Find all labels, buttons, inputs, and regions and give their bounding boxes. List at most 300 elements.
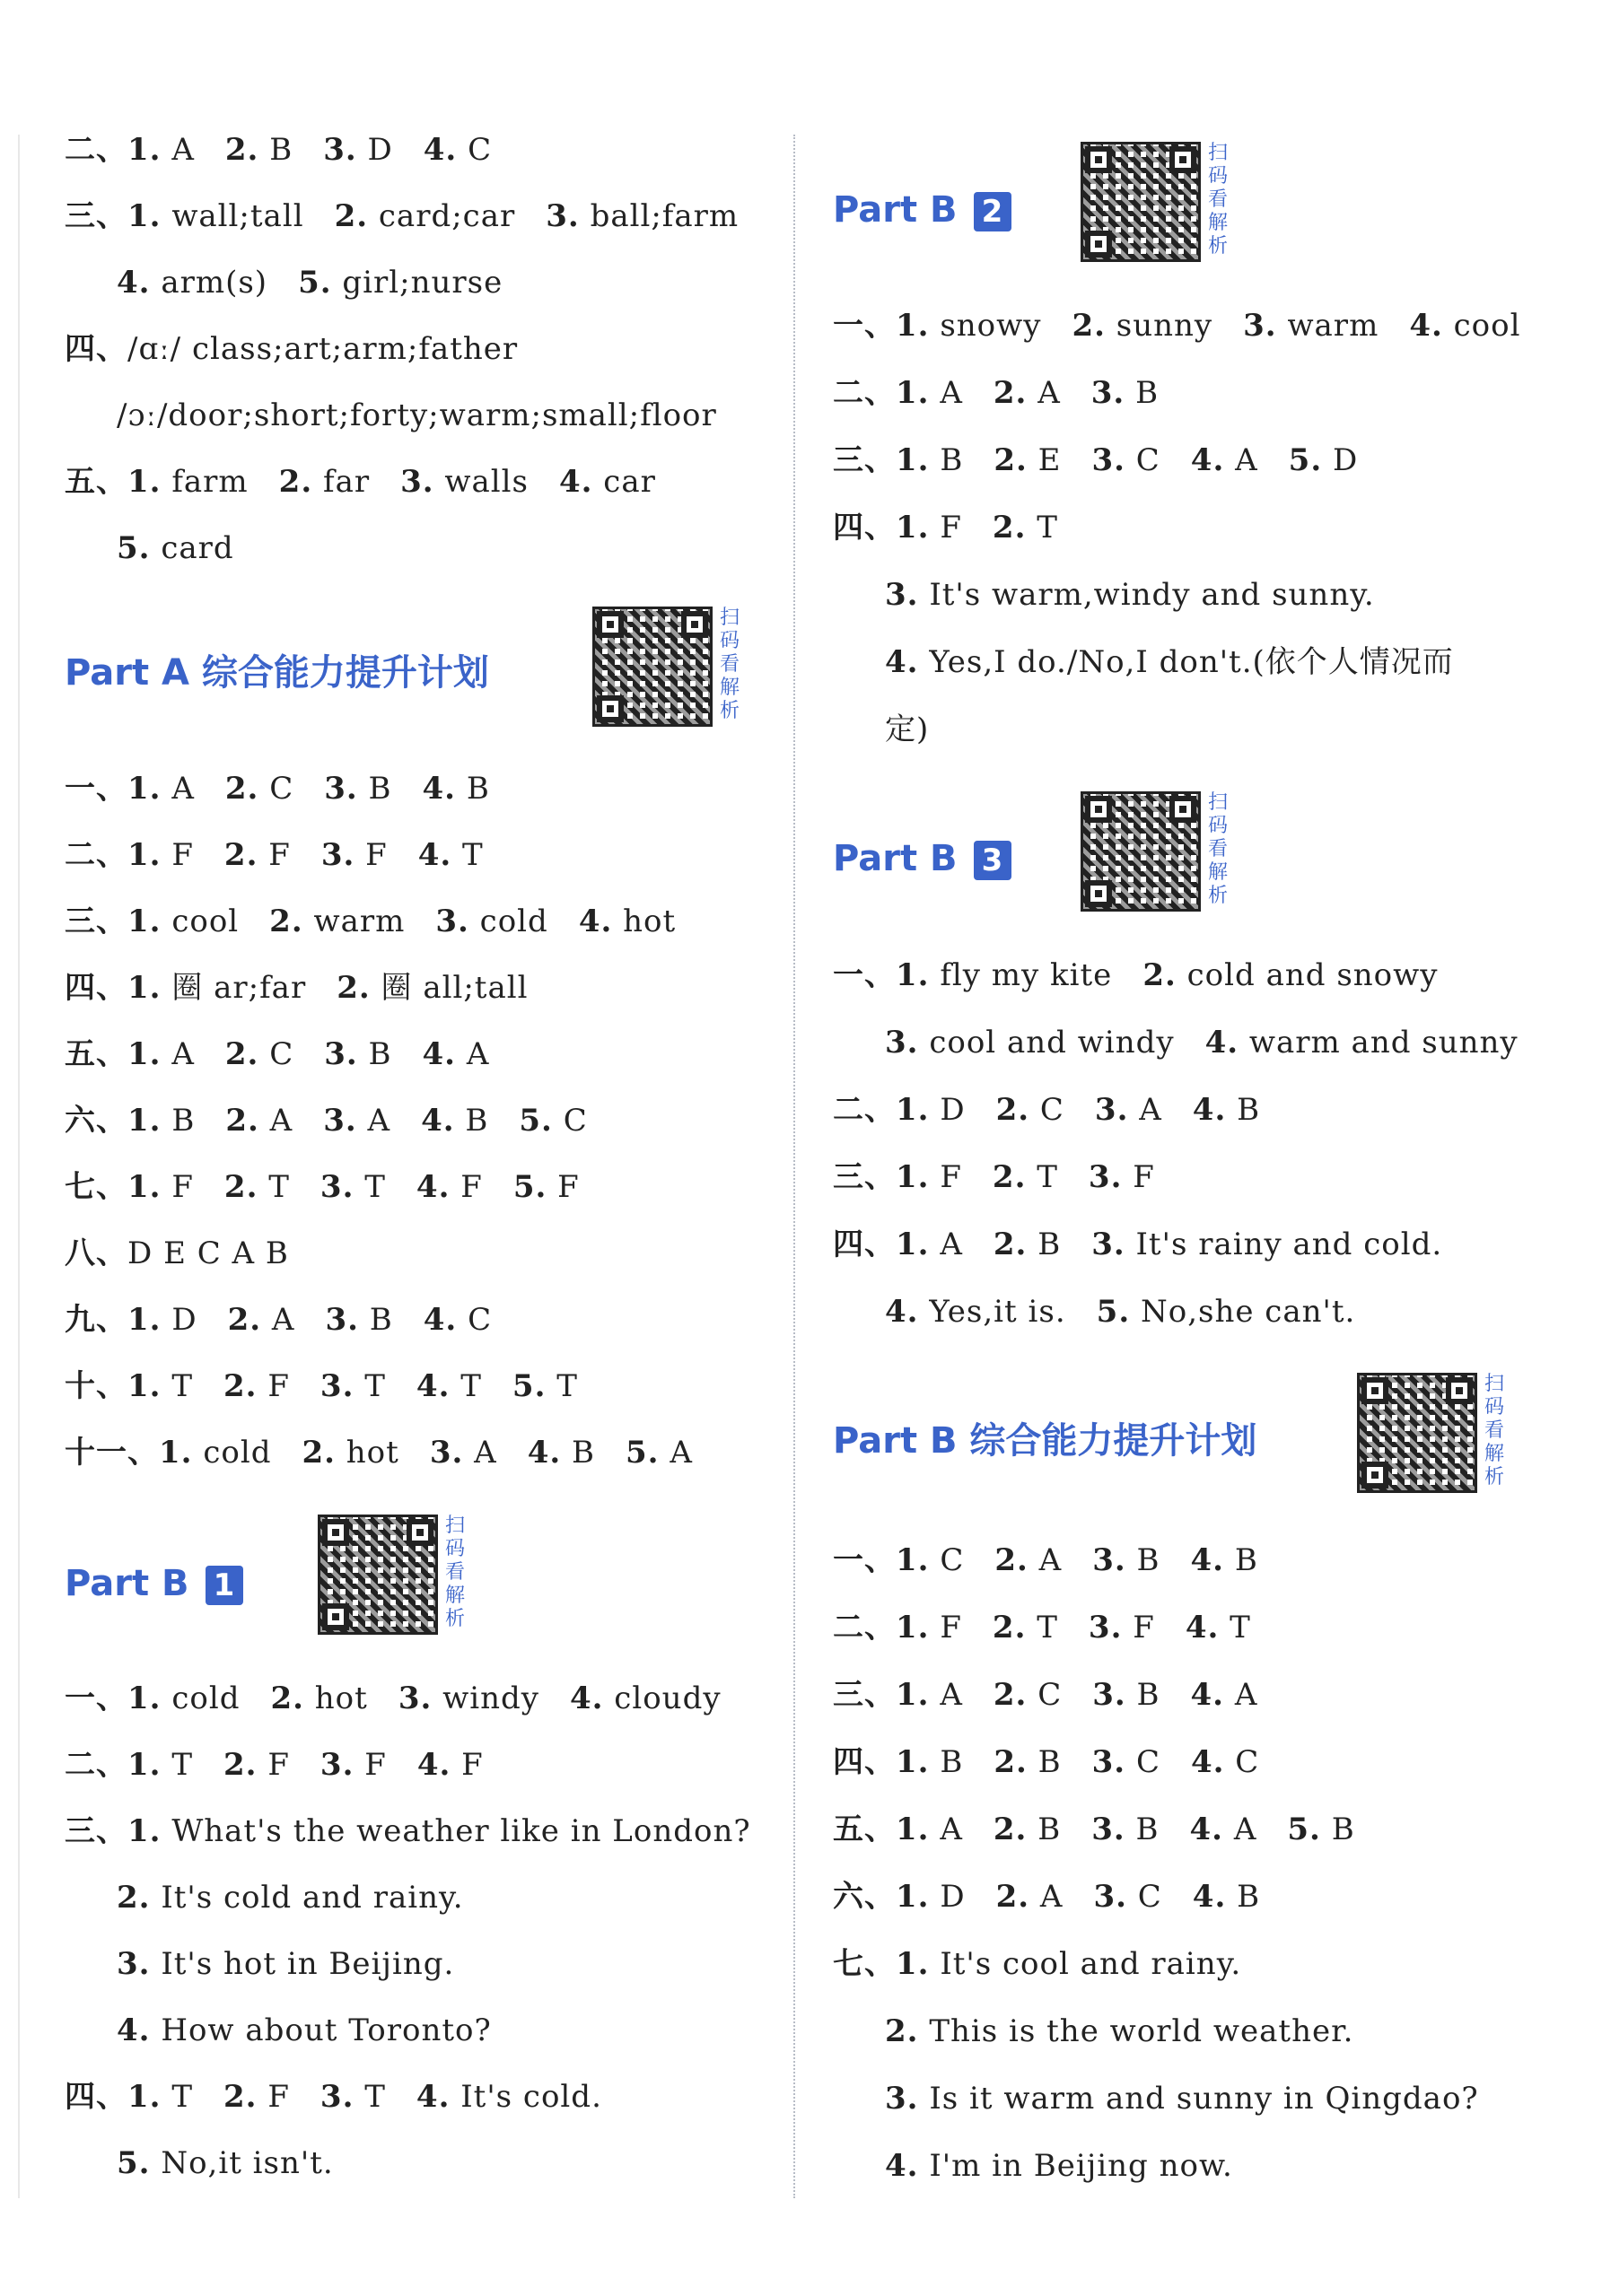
item-number: 4.	[1190, 1744, 1225, 1780]
item-answer: hot	[623, 904, 677, 939]
item-answer: A	[940, 1677, 963, 1713]
item-number: 3.	[1091, 442, 1125, 478]
item-answer: windy	[442, 1681, 539, 1716]
item-number: 3.	[546, 198, 580, 234]
item-number: 4.	[117, 2012, 151, 2048]
item-answer: B	[1331, 1811, 1355, 1847]
answer-line	[885, 710, 929, 749]
answer-line	[885, 2079, 1479, 2118]
question-group-label: 七、	[833, 1946, 896, 1982]
item-answer: It's hot in Beijing.	[161, 1946, 455, 1982]
item-answer: F	[365, 837, 388, 873]
item-number: 3.	[885, 2081, 919, 2117]
answer-line	[65, 130, 492, 170]
answer-line	[65, 1300, 492, 1340]
item-answer: C	[563, 1103, 588, 1139]
item-answer: F	[460, 1169, 483, 1205]
qr-code-part-bc[interactable]	[1357, 1373, 1477, 1493]
item-number: 1.	[127, 837, 162, 873]
item-number: 1.	[896, 1542, 930, 1578]
qr-code-part-a[interactable]	[592, 607, 713, 727]
item-answer: B	[1237, 1092, 1261, 1128]
question-group-label: 三、	[833, 1159, 896, 1195]
item-number: 3.	[117, 1946, 151, 1982]
answer-line	[833, 1225, 1442, 1264]
item-answer: F	[1133, 1610, 1155, 1646]
item-answer: cold	[171, 1681, 241, 1716]
item-answer: E	[1037, 442, 1062, 478]
item-number: 3.	[1091, 1811, 1125, 1847]
item-answer: C	[1037, 1677, 1063, 1713]
part-a-title: Part A 综合能力提升计划	[65, 652, 489, 694]
item-number: 4.	[421, 1103, 455, 1139]
item-answer: B	[1237, 1879, 1261, 1915]
item-answer: It's cold and rainy.	[161, 1880, 464, 1916]
answer-line	[117, 396, 717, 435]
answer-line	[117, 1944, 454, 1984]
item-number: 2.	[1072, 308, 1106, 344]
item-number: 2.	[994, 1744, 1028, 1780]
question-group-label: 四、	[65, 331, 127, 367]
item-number: 2.	[117, 1880, 151, 1916]
question-group-label: 四、	[833, 1744, 896, 1780]
question-group-label: 五、	[833, 1811, 896, 1847]
item-answer: B	[465, 1103, 489, 1139]
item-answer: D	[367, 132, 393, 168]
part-b3-header	[833, 834, 1011, 884]
question-group-label: 八、	[65, 1235, 127, 1271]
item-number: 2.	[995, 1092, 1030, 1128]
item-number: 3.	[320, 1368, 355, 1404]
item-answer: B	[1135, 1811, 1160, 1847]
item-number: 5.	[117, 530, 151, 566]
item-number: 3.	[885, 577, 919, 613]
item-answer: F	[171, 837, 194, 873]
answer-text: D E C A B	[127, 1235, 289, 1271]
item-answer: T	[1037, 1610, 1058, 1646]
question-group-label: 二、	[65, 1747, 127, 1783]
item-number: 2.	[994, 1542, 1029, 1578]
item-answer: walls	[444, 464, 529, 500]
item-number: 1.	[127, 1813, 162, 1849]
item-number: 3.	[320, 1169, 355, 1205]
item-number: 2.	[885, 2013, 919, 2049]
item-number: 4.	[885, 644, 919, 680]
item-number: 1.	[896, 510, 930, 546]
item-number: 2.	[992, 1610, 1027, 1646]
item-number: 1.	[127, 464, 162, 500]
item-answer: B	[269, 132, 293, 168]
item-number: 3.	[435, 904, 469, 939]
question-group-label: 二、	[833, 375, 896, 411]
answer-line	[833, 1157, 1155, 1197]
answer-line	[117, 263, 503, 302]
qr-code-part-b1[interactable]	[318, 1515, 438, 1635]
item-number: 5.	[512, 1169, 547, 1205]
item-answer: F	[364, 1747, 387, 1783]
item-answer: T	[1037, 1159, 1058, 1195]
item-answer: It's cool and rainy.	[940, 1946, 1242, 1982]
part-a-header	[65, 648, 489, 698]
item-answer: warm	[313, 904, 406, 939]
part-bc-title: Part B 综合能力提升计划	[833, 1420, 1257, 1462]
item-answer: Yes,it is.	[929, 1294, 1066, 1330]
question-group-label: 一、	[833, 957, 896, 993]
item-number: 2.	[227, 1302, 262, 1338]
item-number: 5.	[1096, 1294, 1131, 1330]
item-number: 1.	[896, 1159, 930, 1195]
question-group-label: 一、	[65, 771, 127, 807]
item-answer: B	[1037, 1744, 1062, 1780]
answer-line	[117, 2143, 334, 2183]
item-answer: T	[556, 1368, 578, 1404]
answer-line	[117, 1878, 464, 1917]
item-answer: It's warm,windy and sunny.	[929, 577, 1375, 613]
item-answer: card;car	[378, 198, 516, 234]
item-answer: F	[171, 1169, 194, 1205]
item-answer: A	[367, 1103, 391, 1139]
answer-line	[65, 1433, 693, 1472]
item-answer: A	[1038, 1542, 1063, 1578]
item-answer: F	[267, 1368, 290, 1404]
item-number: 4.	[1190, 1542, 1225, 1578]
item-number: 2.	[223, 1747, 258, 1783]
item-answer: A	[1139, 1092, 1162, 1128]
answer-line	[65, 1679, 722, 1718]
item-number: 5.	[1287, 1811, 1321, 1847]
question-group-label: 一、	[833, 308, 896, 344]
item-answer: T	[171, 1368, 193, 1404]
answer-line	[65, 2077, 602, 2117]
item-number: 3.	[1091, 1744, 1126, 1780]
part-b1-badge: 1	[206, 1566, 243, 1605]
item-number: 3.	[429, 1435, 464, 1471]
answer-line	[885, 642, 1454, 682]
item-answer: B	[1136, 1677, 1160, 1713]
answer-line	[885, 2146, 1233, 2186]
item-number: 4.	[885, 2148, 919, 2184]
item-answer: C	[1039, 1092, 1064, 1128]
item-number: 4.	[416, 2079, 451, 2115]
part-b3-title: Part B	[833, 838, 958, 879]
answer-line	[65, 968, 529, 1008]
answer-line	[833, 1541, 1258, 1580]
qr-label-part-bc: 扫码看解析	[1484, 1373, 1504, 1488]
item-number: 4.	[423, 132, 458, 168]
item-answer: It's rainy and cold.	[1135, 1227, 1443, 1262]
answer-line	[65, 329, 518, 369]
item-number: 2.	[224, 132, 259, 168]
item-answer: A	[474, 1435, 497, 1471]
answer-line	[833, 441, 1358, 480]
item-number: 1.	[159, 1435, 193, 1471]
question-group-label: 五、	[65, 1036, 127, 1072]
item-answer: girl;nurse	[342, 265, 503, 301]
item-answer: C	[1135, 1744, 1160, 1780]
answer-line	[65, 1035, 489, 1074]
item-answer: T	[364, 1368, 386, 1404]
item-answer: B	[1037, 1811, 1062, 1847]
item-answer: I'm in Beijing now.	[929, 2148, 1233, 2184]
item-answer: B	[368, 1036, 392, 1072]
answer-line	[885, 1292, 1355, 1331]
item-number: 3.	[1092, 1677, 1126, 1713]
part-b3-badge: 3	[974, 841, 1011, 880]
answer-line	[885, 575, 1375, 615]
item-answer: farm	[171, 464, 249, 500]
item-number: 2.	[337, 970, 371, 1006]
item-answer: A	[171, 1036, 195, 1072]
question-group-label: 四、	[65, 2079, 127, 2115]
answer-text: /ɔː/door;short;forty;warm;small;floor	[117, 397, 717, 433]
answer-line	[65, 1101, 588, 1140]
item-answer: A	[271, 1302, 295, 1338]
item-answer: B	[1135, 375, 1160, 411]
item-answer: B	[1136, 1542, 1160, 1578]
item-number: 3.	[320, 2079, 355, 2115]
item-number: 1.	[896, 1946, 930, 1982]
item-number: 3.	[885, 1025, 919, 1061]
item-answer: How about Toronto?	[161, 2012, 492, 2048]
item-number: 4.	[558, 464, 593, 500]
question-group-label: 十一、	[65, 1435, 159, 1471]
item-answer: C	[269, 1036, 294, 1072]
item-answer: T	[460, 1368, 482, 1404]
item-number: 2.	[270, 1681, 304, 1716]
item-answer: card	[161, 530, 234, 566]
item-answer: A	[1039, 1879, 1064, 1915]
part-b2-header	[833, 185, 1011, 235]
item-answer: A	[1235, 442, 1258, 478]
item-number: 2.	[334, 198, 369, 234]
item-number: 1.	[127, 1368, 162, 1404]
item-answer: A	[269, 1103, 293, 1139]
item-number: 2.	[302, 1435, 336, 1471]
item-number: 5.	[512, 1368, 547, 1404]
item-number: 3.	[1092, 1542, 1126, 1578]
item-answer: A	[171, 771, 195, 807]
item-answer: wall;tall	[171, 198, 304, 234]
item-answer: A	[466, 1036, 490, 1072]
item-answer: D	[1332, 442, 1359, 478]
item-number: 1.	[896, 442, 930, 478]
answer-text: /ɑː/ class;art;arm;father	[127, 331, 519, 367]
item-number: 3.	[1091, 1227, 1125, 1262]
item-number: 1.	[127, 1681, 162, 1716]
item-answer: D	[940, 1092, 966, 1128]
item-number: 1.	[896, 1879, 930, 1915]
item-number: 3.	[323, 1103, 357, 1139]
answer-line	[65, 1167, 580, 1207]
item-answer: T	[462, 837, 484, 873]
item-number: 5.	[1288, 442, 1323, 478]
item-answer: B	[1037, 1227, 1062, 1262]
column-divider	[793, 135, 795, 2198]
item-number: 1.	[896, 1677, 930, 1713]
answer-line	[65, 1811, 751, 1851]
item-number: 1.	[127, 198, 162, 234]
question-group-label: 三、	[833, 442, 896, 478]
item-answer: T	[268, 1169, 290, 1205]
item-number: 2.	[278, 464, 313, 500]
item-number: 5.	[519, 1103, 553, 1139]
item-answer: Is it warm and sunny in Qingdao?	[929, 2081, 1479, 2117]
item-answer: F	[267, 1747, 290, 1783]
item-number: 4.	[1192, 1092, 1227, 1128]
item-answer: fly my kite	[940, 957, 1113, 993]
question-group-label: 六、	[833, 1879, 896, 1915]
item-answer: A	[670, 1435, 693, 1471]
question-group-label: 二、	[65, 132, 127, 168]
question-group-label: 二、	[833, 1092, 896, 1128]
answer-line	[833, 373, 1159, 413]
item-answer: snowy	[940, 308, 1042, 344]
item-number: 2.	[995, 1879, 1030, 1915]
item-number: 4.	[423, 1302, 458, 1338]
qr-label-part-b1: 扫码看解析	[444, 1515, 465, 1630]
item-answer: A	[1234, 1677, 1258, 1713]
item-number: 2.	[992, 510, 1027, 546]
item-answer: cold and snowy	[1186, 957, 1439, 993]
item-number: 3.	[398, 1681, 433, 1716]
item-number: 4.	[1190, 442, 1225, 478]
item-answer: B	[1234, 1542, 1258, 1578]
qr-code-part-b2[interactable]	[1081, 142, 1201, 262]
item-number: 2.	[993, 1811, 1028, 1847]
item-answer: cool and windy	[929, 1025, 1175, 1061]
item-answer: T	[364, 2079, 386, 2115]
item-number: 1.	[127, 132, 162, 168]
item-answer: B	[171, 1103, 196, 1139]
question-group-label: 一、	[833, 1542, 896, 1578]
item-number: 4.	[416, 1169, 451, 1205]
qr-code-part-b3[interactable]	[1081, 791, 1201, 912]
question-group-label: 三、	[65, 198, 127, 234]
item-answer: F	[940, 510, 962, 546]
qr-label-part-b2: 扫码看解析	[1207, 142, 1228, 258]
item-number: 3.	[1094, 1092, 1129, 1128]
item-answer: C	[1235, 1744, 1260, 1780]
item-answer: warm	[1287, 308, 1379, 344]
item-answer: A	[940, 1811, 963, 1847]
item-answer: B	[369, 1302, 393, 1338]
question-group-label: 九、	[65, 1302, 127, 1338]
answer-line	[65, 196, 739, 236]
question-group-label: 五、	[65, 464, 127, 500]
item-number: 1.	[896, 375, 930, 411]
answer-line	[833, 1608, 1251, 1647]
item-number: 3.	[320, 1747, 355, 1783]
answer-line	[833, 1877, 1260, 1916]
item-number: 1.	[127, 771, 162, 807]
question-group-label: 三、	[833, 1677, 896, 1713]
item-answer: A	[1037, 375, 1061, 411]
item-answer: B	[572, 1435, 595, 1471]
item-answer: C	[468, 132, 493, 168]
item-answer: F	[557, 1169, 580, 1205]
item-number: 4.	[422, 1036, 457, 1072]
answer-line	[117, 2011, 492, 2050]
item-number: 2.	[223, 2079, 258, 2115]
item-answer: F	[461, 1747, 484, 1783]
item-number: 4.	[1189, 1811, 1223, 1847]
answer-line	[65, 1745, 484, 1785]
item-number: 2.	[223, 1368, 258, 1404]
item-number: 1.	[127, 1169, 162, 1205]
item-number: 2.	[993, 375, 1028, 411]
item-answer: C	[940, 1542, 965, 1578]
question-group-label: 三、	[65, 904, 127, 939]
item-answer: C	[1137, 1879, 1162, 1915]
item-answer: What's the weather like in London?	[171, 1813, 751, 1849]
item-number: 1.	[896, 1811, 930, 1847]
item-answer: F	[940, 1610, 962, 1646]
item-answer: T	[364, 1169, 386, 1205]
item-answer: This is the world weather.	[929, 2013, 1354, 2049]
item-answer: A	[940, 375, 963, 411]
item-number: 1.	[127, 2079, 162, 2115]
item-number: 3.	[324, 771, 358, 807]
item-answer: cold	[479, 904, 548, 939]
item-number: 3.	[1090, 375, 1125, 411]
item-number: 3.	[1243, 308, 1277, 344]
answer-line	[833, 508, 1058, 547]
item-answer: sunny	[1116, 308, 1213, 344]
item-number: 4.	[885, 1294, 919, 1330]
item-answer: T	[1037, 510, 1058, 546]
answer-line	[117, 528, 234, 568]
item-number: 4.	[416, 1368, 451, 1404]
item-number: 4.	[1185, 1610, 1220, 1646]
item-number: 4.	[117, 265, 151, 301]
item-number: 4.	[1409, 308, 1443, 344]
item-number: 4.	[416, 1747, 451, 1783]
item-number: 1.	[127, 1747, 162, 1783]
qr-label-part-b3: 扫码看解析	[1207, 791, 1228, 907]
part-bc-header	[833, 1416, 1256, 1466]
item-answer: T	[171, 2079, 193, 2115]
item-number: 1.	[127, 1302, 162, 1338]
item-number: 3.	[1088, 1159, 1123, 1195]
item-answer: 圈 ar;far	[171, 970, 307, 1006]
item-answer: cool	[1453, 308, 1521, 344]
item-number: 1.	[127, 1036, 162, 1072]
answer-line	[833, 956, 1438, 995]
item-answer: arm(s)	[161, 265, 268, 301]
item-number: 5.	[298, 265, 332, 301]
item-number: 3.	[324, 1036, 358, 1072]
item-number: 5.	[626, 1435, 660, 1471]
qr-label-part-a: 扫码看解析	[719, 607, 740, 722]
question-group-label: 十、	[65, 1368, 127, 1404]
item-answer: F	[1133, 1159, 1155, 1195]
item-number: 2.	[224, 1036, 259, 1072]
item-answer: C	[269, 771, 294, 807]
item-answer: B	[466, 771, 490, 807]
item-number: 3.	[325, 1302, 359, 1338]
answer-line	[833, 1090, 1260, 1130]
question-group-label: 七、	[65, 1169, 127, 1205]
part-b1-title: Part B	[65, 1563, 189, 1604]
part-b2-title: Part B	[833, 189, 958, 231]
item-number: 4.	[1204, 1025, 1239, 1061]
item-answer: cold	[203, 1435, 272, 1471]
answer-line	[833, 306, 1520, 345]
item-number: 4.	[527, 1435, 562, 1471]
item-answer: B	[940, 442, 964, 478]
item-answer: F	[940, 1159, 962, 1195]
item-number: 1.	[127, 1103, 162, 1139]
